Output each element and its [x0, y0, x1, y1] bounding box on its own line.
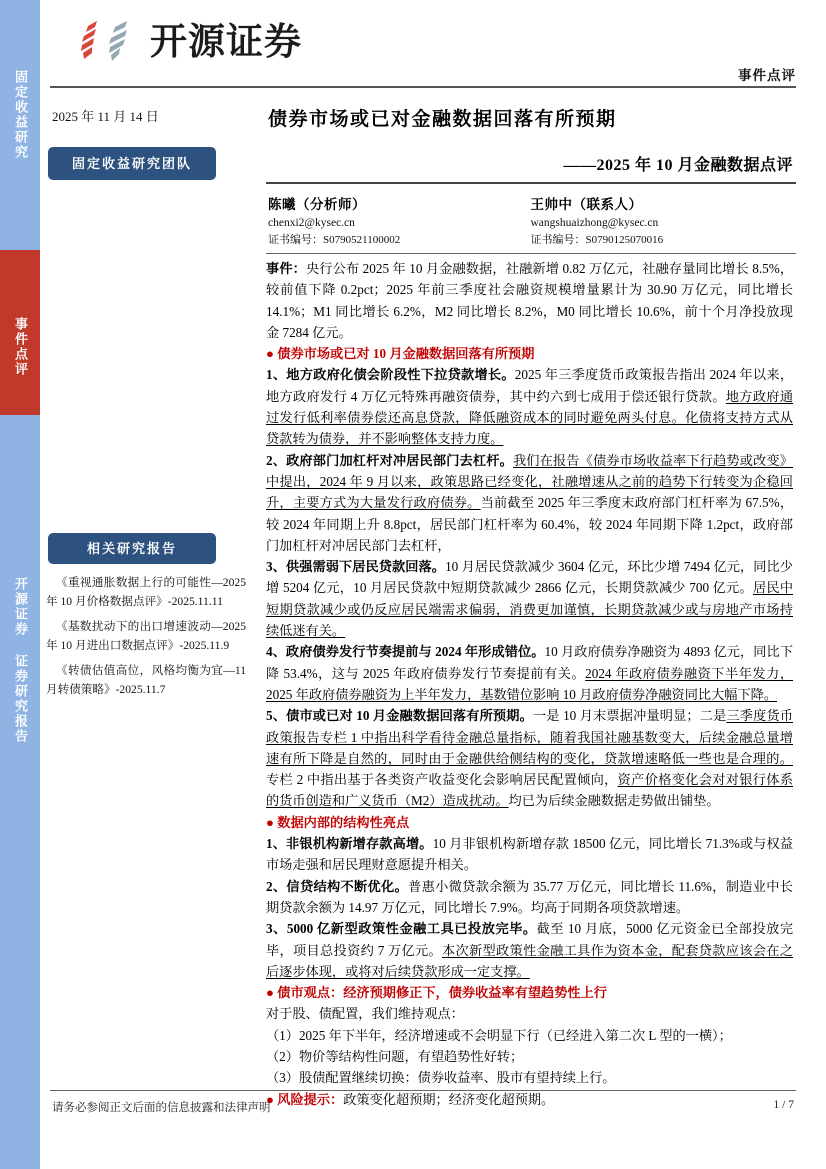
conclusion-item: （2）物价等结构性问题，有望趋势性好转； — [266, 1048, 524, 1064]
summary-paragraph — [266, 258, 793, 343]
paragraph-4: 4、政府债券发行节奏提前与 2024 年形成错位。10 月政府债券净融资为 4893 亿元，同比下降 53.4%，这与 2025 年政府债券发行节奏提前有关。2024 年政府债券融资下半年发力，2025 年政府债券融资为上半年发力，基数错位影响 10 月政府债券净融资同比大幅下降。 — [266, 644, 794, 702]
section-heading-3: ● 债市观点：经济预期修正下，债券收益率有望趋势性上行 — [266, 985, 607, 1001]
team-badge: 固定收益研究团队 — [48, 147, 216, 180]
paragraph-7: 2、信贷结构不断优化。普惠小微贷款余额为 35.77 万亿元，同比增长 11.6%，制造业中长期贷款余额为 14.97 万亿元，同比增长 7.9%。均高于同期各项贷款增速。 — [266, 878, 793, 915]
report-body — [266, 258, 793, 1110]
report-date: 2025 年 11 月 14 日 — [52, 109, 159, 124]
title-divider — [266, 182, 796, 184]
author-primary — [268, 193, 531, 247]
paragraph-5: 5、债市或已对 10 月金融数据回落有所预期。一是 10 月末票据冲量明显；二是三季度货币政策报告专栏 1 中指出科学看待金融总量指标，随着我国社融基数变大，后续金融总量增速有所下降是自然的，同时由于金融供给侧结构的变化，贷款增速略低一些也是合理的。专栏 2 中指出基于各类资产收益变化会影响居民配置倾向，资产价格变化会对对银行体系的货币创造和广义货币（M2）造成扰动。均已为后续金融数据走势做出铺垫。 — [266, 708, 794, 809]
conclusion-lead: 对于股、债配置，我们维持观点： — [266, 1006, 464, 1022]
header-divider — [50, 86, 796, 88]
footer-divider — [50, 1090, 796, 1091]
ribbon-tab-fixed-income-research: 固定收益研究 — [13, 70, 28, 160]
list-item[interactable]: 《基数扰动下的出口增速波动—2025 年 10 月进出口数据点评》-2025.11.9 — [46, 620, 246, 652]
bullet-icon: ● — [266, 346, 278, 362]
brand-name: 开源证券 — [150, 19, 302, 63]
authors-divider — [266, 253, 796, 254]
kaiyuan-logo-icon — [75, 18, 141, 64]
conclusion-item: （1）2025 年下半年，经济增速或不会明显下行（已经进入第二次 L 型的一横）； — [266, 1027, 732, 1043]
related-research-list — [46, 573, 246, 705]
paragraph-8: 3、5000 亿新型政策性金融工具已投放完毕。截至 10 月底，5000 亿元资金已全部投放完毕，项目总投资约 7 万亿元。本次新型政策性金融工具作为资本金，配套贷款应该会在之后逐步体现，或将对后续贷款形成一定支撑。 — [266, 921, 794, 979]
conclusion-item: （3）股债配置继续切换：债券收益率、股市有望持续上行。 — [266, 1070, 616, 1086]
author-email[interactable]: chenxi2@kysec.cn — [268, 217, 355, 229]
ribbon-tab-event-comment: 事件点评 — [0, 250, 40, 415]
author-name: 陈曦（分析师） — [268, 197, 366, 212]
author-email[interactable]: wangshuaizhong@kysec.cn — [530, 217, 659, 229]
bullet-icon: ● — [266, 985, 278, 1001]
authors-block — [268, 193, 793, 247]
summary-label: 事件： — [266, 261, 306, 276]
summary-text: 央行公布 2025 年 10 月金融数据，社融新增 0.82 万亿元，社融存量同比增长 8.5%，较前值下降 0.2pct；2025 年前三季度社会融资规模增量累计为 30.90 万亿元，同比增长 14.1%；M1 同比增长 6.2%，M2 同比增长 8.2%，M0 同比增长 10.6%，前十个月净投放现金 7284 亿元。 — [266, 261, 794, 340]
ribbon-tab-brand-research-report: 开源证券 证券研究报告 — [13, 576, 28, 744]
page-subtitle: ——2025 年 10 月金融数据点评 — [563, 157, 793, 174]
footer-disclaimer: 请务必参阅正文后面的信息披露和法律声明 — [52, 1102, 271, 1114]
paragraph-6: 1、非银机构新增存款高增。10 月非银机构新增存款 18500 亿元，同比增长 71.3%或与权益市场走强和居民理财意愿提升相关。 — [266, 836, 794, 873]
paragraph-2: 2、政府部门加杠杆对冲居民部门去杠杆。我们在报告《债券市场收益率下行趋势或改变》中提出，2024 年 9 月以来，政策思路已经变化，社融增速从之前的趋势下行转变为企稳回升，主要方式为大量发行政府债券。当前截至 2025 年三季度末政府部门杠杆率为 67.5%，较 2024 年同期上升 8.8pct，居民部门杠杆率为 60.4%，较 2024 年同期下降 1.2pct，政府部门加杠杆对冲居民部门去杠杆， — [266, 452, 794, 553]
author-certificate: 证书编号：S0790521100002 — [268, 234, 401, 246]
paragraph-3: 3、供强需弱下居民贷款回落。10 月居民贷款减少 3604 亿元，环比少增 7494 亿元，同比少增 5204 亿元，10 月居民贷款中短期贷款减少 2866 亿元，长期贷款减少 700 亿元。居民中短期贷款减少或仍反应居民端需求偏弱，消费更加谨慎，长期贷款减少或与房地产市场持续低迷有关。 — [266, 559, 794, 639]
section-heading-1: ● 债券市场或已对 10 月金融数据回落有所预期 — [266, 346, 535, 362]
risk-warning: ● 风险提示：政策变化超预期；经济变化超预期。 — [266, 1091, 555, 1107]
author-secondary — [531, 193, 794, 247]
page-title: 债券市场或已对金融数据回落有所预期 — [268, 109, 617, 130]
list-item[interactable]: 《重视通胀数据上行的可能性—2025 年 10 月价格数据点评》-2025.11.11 — [46, 576, 246, 608]
list-item[interactable]: 《转债估值高位，风格均衡为宜—11 月转债策略》-2025.11.7 — [46, 664, 246, 696]
brand-logo — [75, 18, 302, 64]
related-research-badge: 相关研究报告 — [48, 533, 216, 564]
section-heading-2: ● 数据内部的结构性亮点 — [266, 814, 410, 830]
report-category: 事件点评 — [738, 68, 796, 83]
bullet-icon: ● — [266, 814, 278, 830]
paragraph-1: 1、地方政府化债会阶段性下拉贷款增长。2025 年三季度货币政策报告指出 2024 年以来，地方政府发行 4 万亿元特殊再融资债券，其中约六到七成用于偿还银行贷款。地方政府通过发行低利率债券偿还高息贷款，降低融资成本的同时避免两头付息。化债将支持方式从贷款转为债券，并不影响整体支持力度。 — [266, 367, 794, 447]
author-name: 王帅中（联系人） — [530, 197, 643, 212]
author-certificate: 证书编号：S0790125070016 — [530, 234, 664, 246]
page-number: 1 / 7 — [773, 1099, 794, 1111]
bullet-icon: ● — [266, 1091, 278, 1107]
